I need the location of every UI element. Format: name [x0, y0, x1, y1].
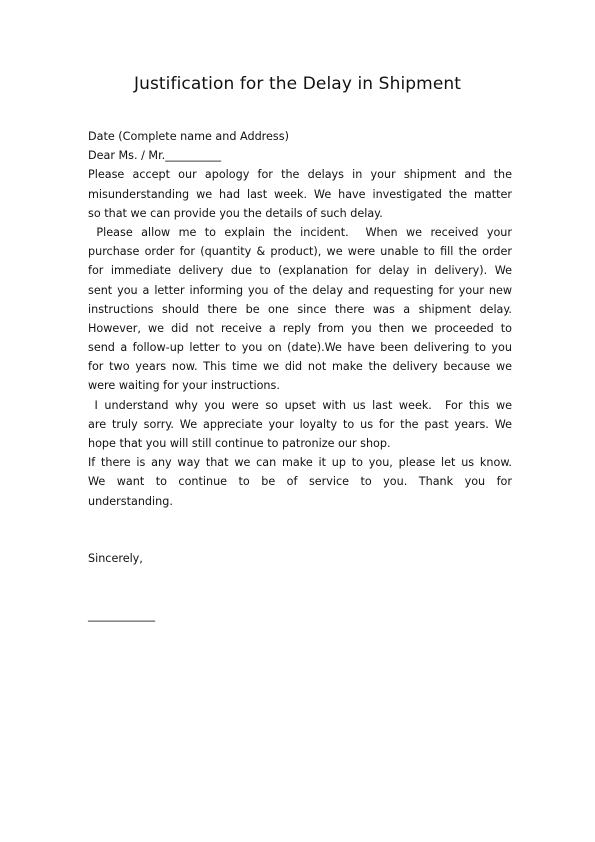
document-title: Justification for the Delay in Shipment — [133, 74, 462, 94]
paragraph-3-line-1: I understand why you were so upset with us last week. For this we — [88, 398, 512, 412]
paragraph-2-line-6: However, we did not receive a reply from you then we proceeded to — [88, 321, 512, 335]
salutation: Dear Ms. / Mr.__________ — [88, 149, 222, 163]
paragraph-4-line-2: We want to continue to be of service to you. Thank you for — [88, 475, 512, 489]
paragraph-4-line-1: If there is any way that we can make it up to you, please let us know. — [88, 456, 512, 470]
paragraph-2-line-1: Please allow me to explain the incident. When we received your — [88, 225, 512, 239]
paragraph-2-line-7: send a follow-up letter to you on (date).We have been delivering to you — [88, 341, 512, 355]
date-line: Date (Complete name and Address) — [88, 130, 289, 143]
closing: Sincerely, — [88, 551, 143, 565]
paragraph-2-line-5: instructions should there be one since there was a shipment delay. — [88, 302, 512, 316]
paragraph-2-line-2: purchase order for (quantity & product), we were unable to fill the order — [88, 245, 512, 259]
paragraph-2-line-9: were waiting for your instructions. — [88, 379, 280, 393]
paragraph-1-line-2: misunderstanding we had last week. We have investigated the matter — [88, 187, 512, 201]
paragraph-1-line-3: so that we can provide you the details of such delay. — [88, 206, 383, 220]
paragraph-2-line-8: for two years now. This time we did not make the delivery because we — [88, 360, 512, 374]
paragraph-3-line-3: hope that you will still continue to patronize our shop. — [88, 437, 391, 450]
paragraph-2-line-4: sent you a letter informing you of the delay and requesting for your new — [88, 283, 512, 297]
letter-body — [88, 127, 512, 625]
paragraph-2-line-3: for immediate delivery due to (explanation for delay in delivery). We — [88, 264, 512, 278]
paragraph-3-line-2: are truly sorry. We appreciate your loyalty to us for the past years. We — [88, 417, 512, 431]
spacer — [88, 511, 512, 549]
signature-line: ____________ — [88, 608, 156, 622]
paragraph-4-line-3: understanding. — [88, 494, 173, 508]
paragraph-1-line-1: Please accept our apology for the delays in your shipment and the — [88, 168, 512, 182]
spacer — [88, 568, 512, 606]
